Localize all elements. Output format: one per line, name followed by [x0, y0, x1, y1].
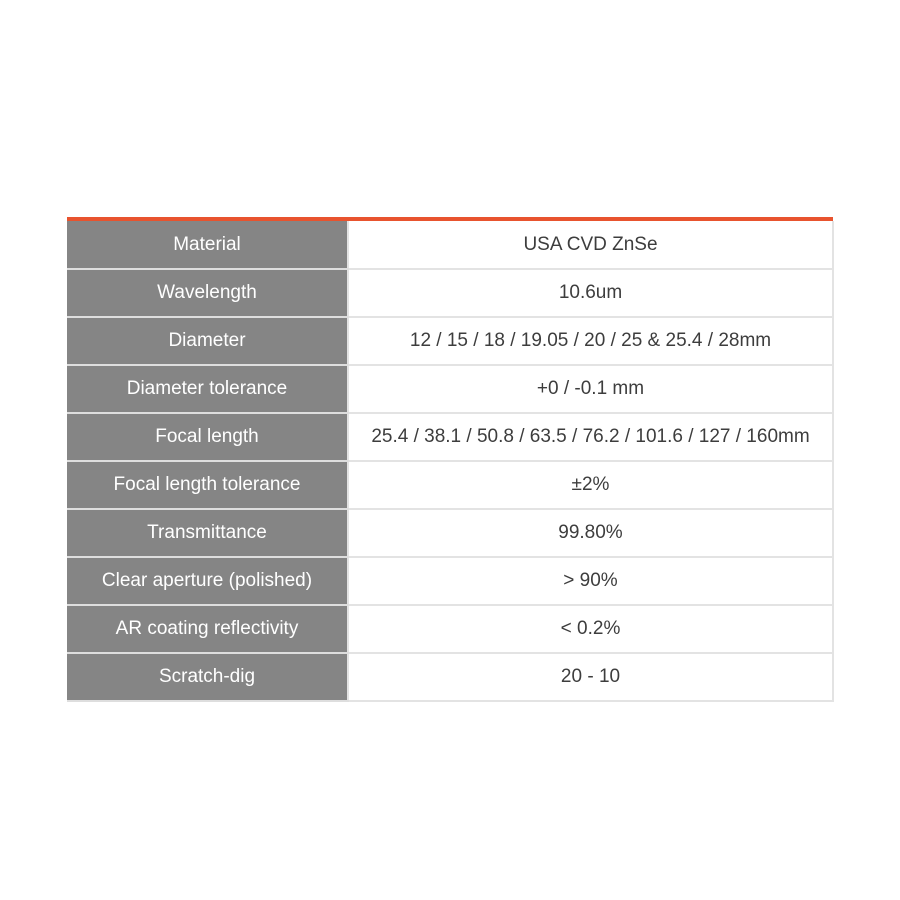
- spec-row-ar-coating: [67, 605, 833, 653]
- spec-value-scratch-dig: 20 - 10: [348, 653, 833, 701]
- spec-row-clear-aperture: [67, 557, 833, 605]
- spec-row-scratch-dig: [67, 653, 833, 701]
- spec-value-material: USA CVD ZnSe: [348, 221, 833, 269]
- spec-row-transmittance: [67, 509, 833, 557]
- spec-row-focal-length-tolerance: [67, 461, 833, 509]
- spec-label-ar-coating: AR coating reflectivity: [67, 605, 348, 653]
- spec-label-diameter: Diameter: [67, 317, 348, 365]
- spec-row-diameter-tolerance: [67, 365, 833, 413]
- spec-value-ar-coating: < 0.2%: [348, 605, 833, 653]
- spec-label-scratch-dig: Scratch-dig: [67, 653, 348, 701]
- spec-value-diameter: 12 / 15 / 18 / 19.05 / 20 / 25 & 25.4 / 28mm: [348, 317, 833, 365]
- spec-row-diameter: [67, 317, 833, 365]
- spec-label-diameter-tolerance: Diameter tolerance: [67, 365, 348, 413]
- spec-label-clear-aperture: Clear aperture (polished): [67, 557, 348, 605]
- spec-label-focal-length: Focal length: [67, 413, 348, 461]
- spec-row-wavelength: [67, 269, 833, 317]
- spec-table: [67, 221, 834, 702]
- spec-table-container: [67, 217, 833, 702]
- spec-value-focal-length-tolerance: ±2%: [348, 461, 833, 509]
- spec-value-transmittance: 99.80%: [348, 509, 833, 557]
- spec-label-wavelength: Wavelength: [67, 269, 348, 317]
- spec-value-clear-aperture: > 90%: [348, 557, 833, 605]
- spec-label-transmittance: Transmittance: [67, 509, 348, 557]
- spec-label-material: Material: [67, 221, 348, 269]
- spec-row-material: [67, 221, 833, 269]
- spec-label-focal-length-tolerance: Focal length tolerance: [67, 461, 348, 509]
- spec-value-diameter-tolerance: +0 / -0.1 mm: [348, 365, 833, 413]
- spec-value-focal-length: 25.4 / 38.1 / 50.8 / 63.5 / 76.2 / 101.6 / 127 / 160mm: [348, 413, 833, 461]
- spec-value-wavelength: 10.6um: [348, 269, 833, 317]
- spec-row-focal-length: [67, 413, 833, 461]
